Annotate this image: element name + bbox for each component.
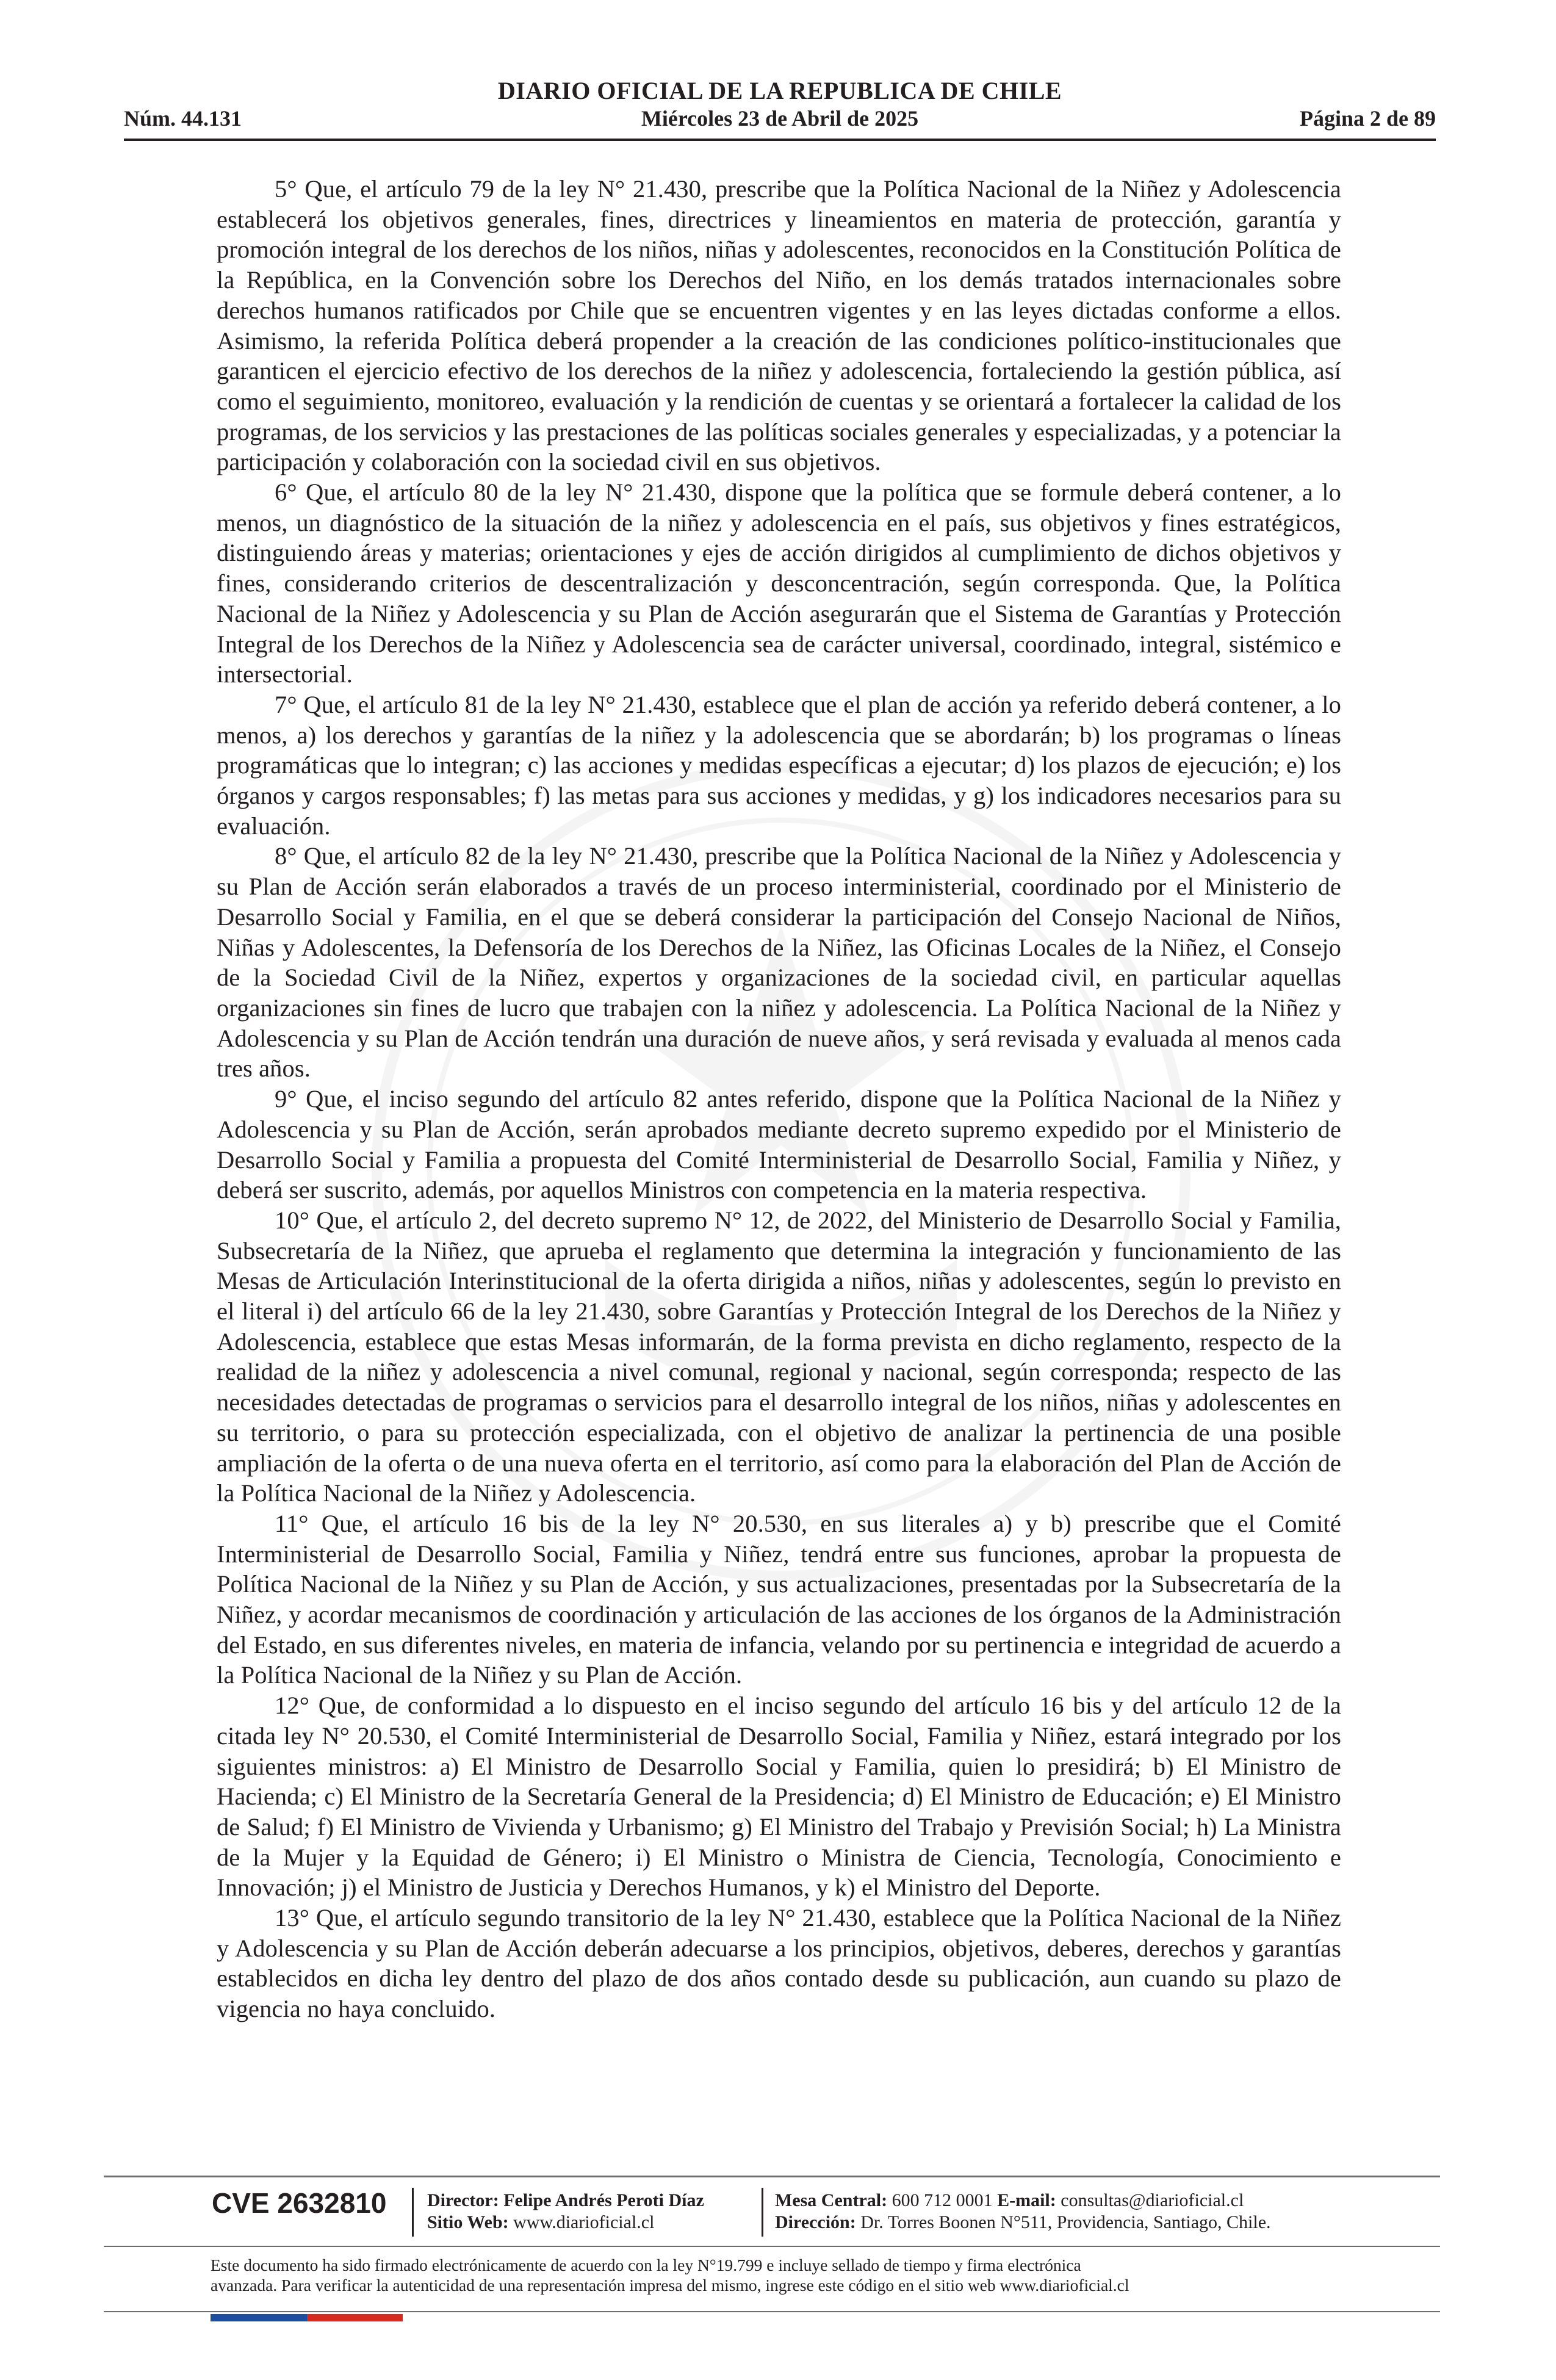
footer-rule-top: [104, 2176, 1440, 2177]
site-label: Sitio Web:: [427, 2212, 509, 2232]
issue-number: Núm. 44.131: [124, 106, 242, 131]
director-name: Felipe Andrés Peroti Díaz: [503, 2190, 704, 2210]
address-value: Dr. Torres Boonen N°511, Providencia, Santiago, Chile.: [860, 2212, 1271, 2232]
cve-code: CVE 2632810: [212, 2187, 387, 2219]
email-link[interactable]: consultas@diarioficial.cl: [1061, 2190, 1244, 2210]
footer-separator: [412, 2188, 414, 2237]
paragraph-6: 6° Que, el artículo 80 de la ley N° 21.430, dispone que la política que se formule deberá contener, a lo menos, un diagnóstico de la situación de la niñez y adolescencia en el país, sus objetivos y fines estratégicos, distinguiendo áreas y materias; orientaciones y ejes de acción dirigidos al cumplimiento de dichos objetivos y fines, considerando criterios de descentralización y desconcentración, según corresponda. Que, la Política Nacional de la Niñez y Adolescencia y su Plan de Acción asegurarán que el Sistema de Garantías y Protección Integral de los Derechos de la Niñez y Adolescencia sea de carácter universal, coordinado, integral, sistémico e intersectorial.: [217, 478, 1341, 688]
address-label: Dirección:: [775, 2212, 856, 2232]
paragraph-5: 5° Que, el artículo 79 de la ley N° 21.430, prescribe que la Política Nacional de la Niñez y Adolescencia establecerá los objetivos generales, fines, directrices y lineamientos en materia de protección, garantía y promoción integral de los derechos de los niños, niñas y adolescentes, reconocidos en la Constitución Política de la República, en la Convención sobre los Derechos del Niño, en los demás tratados internacionales sobre derechos humanos ratificados por Chile que se encuentren vigentes y en las leyes dictadas conforme a ellos. Asimismo, la referida Política deberá propender a la creación de las condiciones político-institucionales que garanticen el ejercicio efectivo de los derechos de la niñez y adolescencia, fortaleciendo la gestión pública, así como el seguimiento, monitoreo, evaluación y la rendición de cuentas y se orientará a fortalecer la calidad de los programas, de los servicios y las prestaciones de las políticas sociales generales y especializadas, y a potenciar la participación y colaboración con la sociedad civil en sus objetivos.: [217, 175, 1341, 476]
paragraph-8: 8° Que, el artículo 82 de la ley N° 21.430, prescribe que la Política Nacional de la Niñez y Adolescencia y su Plan de Acción serán elaborados a través de un proceso interministerial, coordinado por el Ministerio de Desarrollo Social y Familia, en el que se deberá considerar la participación del Consejo Nacional de Niños, Niñas y Adolescentes, la Defensoría de los Derechos de la Niñez, las Oficinas Locales de la Niñez, el Consejo de la Sociedad Civil de la Niñez, expertos y organizaciones de la sociedad civil, en particular aquellas organizaciones sin fines de lucro que trabajen con la niñez y adolescencia. La Política Nacional de la Niñez y Adolescencia y su Plan de Acción tendrán una duración de nueve años, y será revisada y evaluada al menos cada tres años.: [217, 842, 1341, 1083]
page-number: Página 2 de 89: [1299, 106, 1436, 131]
flag-stripe-blue: [211, 2314, 307, 2321]
footer-contact-block: [775, 2190, 1271, 2234]
issue-date: Miércoles 23 de Abril de 2025: [641, 106, 919, 131]
publication-title: DIARIO OFICIAL DE LA REPUBLICA DE CHILE: [497, 77, 1062, 104]
director-label: Director:: [427, 2190, 499, 2210]
page-header: [124, 76, 1436, 143]
paragraph-7: 7° Que, el artículo 81 de la ley N° 21.430, establece que el plan de acción ya referido deberá contener, a lo menos, a) los derechos y garantías de la niñez y la adolescencia que se abordarán; b) los programas o líneas programáticas que lo integran; c) las acciones y medidas específicas a ejecutar; d) los plazos de ejecución; e) los órganos y cargos responsables; f) las metas para sus acciones y medidas, y g) los indicadores necesarios para su evaluación.: [217, 690, 1341, 840]
signature-note-line: Este documento ha sido firmado electrónicamente de acuerdo con la ley N°19.799 e incluye sellado de tiempo y firma electrónica: [211, 2256, 1081, 2274]
signature-note: [211, 2255, 1339, 2295]
paragraph-10: 10° Que, el artículo 2, del decreto supremo N° 12, de 2022, del Ministerio de Desarrollo Social y Familia, Subsecretaría de la Niñez, que aprueba el reglamento que determina la integración y funcionamiento de las Mesas de Articulación Interinstitucional de la oferta dirigida a niños, niñas y adolescentes, según lo previsto en el literal i) del artículo 66 de la ley 21.430, sobre Garantías y Protección Integral de los Derechos de la Niñez y Adolescencia, establece que estas Mesas informarán, de la forma prevista en dicho reglamento, respecto de la realidad de la niñez y adolescencia a nivel comunal, regional y nacional, según corresponda; respecto de las necesidades detectadas de programas o servicios para el desarrollo integral de los niños, niñas y adolescentes en su territorio, o para su protección especializada, con el objetivo de analizar la pertinencia de una posible ampliación de la oferta o de una nueva oferta en el territorio, así como para la elaboración del Plan de Acción de la Política Nacional de la Niñez y Adolescencia.: [217, 1206, 1341, 1507]
paragraph-9: 9° Que, el inciso segundo del artículo 82 antes referido, dispone que la Política Nacional de la Niñez y Adolescencia y su Plan de Acción, serán aprobados mediante decreto supremo expedido por el Ministerio de Desarrollo Social y Familia a propuesta del Comité Interministerial de Desarrollo Social, Familia y Niñez, y deberá ser suscrito, además, por aquellos Ministros con competencia en la materia respectiva.: [217, 1085, 1341, 1204]
header-rule: [124, 139, 1436, 141]
footer-separator: [762, 2188, 763, 2237]
document-body: [217, 174, 1341, 2024]
footer-rule-bottom: [104, 2311, 1440, 2312]
flag-stripe-red: [307, 2314, 403, 2321]
email-label: E-mail:: [997, 2190, 1056, 2210]
mesa-label: Mesa Central:: [775, 2190, 888, 2210]
paragraph-13: 13° Que, el artículo segundo transitorio de la ley N° 21.430, establece que la Política Nacional de la Niñez y Adolescencia y su Plan de Acción deberán adecuarse a los principios, objetivos, deberes, derechos y garantías establecidos en dicha ley dentro del plazo de dos años contado desde su publicación, aun cuando su plazo de vigencia no haya concluido.: [217, 1904, 1341, 2023]
footer-rule-middle: [104, 2246, 1440, 2247]
site-link[interactable]: www.diarioficial.cl: [513, 2212, 655, 2232]
paragraph-12: 12° Que, de conformidad a lo dispuesto en el inciso segundo del artículo 16 bis y del artículo 12 de la citada ley N° 20.530, el Comité Interministerial de Desarrollo Social, Familia y Niñez, estará integrado por los siguientes ministros: a) El Ministro de Desarrollo Social y Familia, quien lo presidirá; b) El Ministro de Hacienda; c) El Ministro de la Secretaría General de la Presidencia; d) El Ministro de Educación; e) El Ministro de Salud; f) El Ministro de Vivienda y Urbanismo; g) El Ministro del Trabajo y Previsión Social; h) La Ministra de la Mujer y la Equidad de Género; i) El Ministro o Ministra de Ciencia, Tecnología, Conocimiento e Innovación; j) el Ministro de Justicia y Derechos Humanos, y k) el Ministro del Deporte.: [217, 1692, 1341, 1902]
mesa-phone: 600 712 0001: [891, 2190, 993, 2210]
signature-note-line: avanzada. Para verificar la autenticidad de una representación impresa del mismo, ingrese este código en el sitio web www.diarioficial.cl: [211, 2276, 1129, 2295]
footer-director-block: [427, 2190, 704, 2234]
paragraph-11: 11° Que, el artículo 16 bis de la ley N° 20.530, en sus literales a) y b) prescribe que el Comité Interministerial de Desarrollo Social, Familia y Niñez, tendrá entre sus funciones, aprobar la propuesta de Política Nacional de la Niñez y su Plan de Acción, y sus actualizaciones, presentadas por la Subsecretaría de la Niñez, y acordar mecanismos de coordinación y articulación de las acciones de los órganos de la Administración del Estado, en sus diferentes niveles, en materia de infancia, velando por su pertinencia e integridad de acuerdo a la Política Nacional de la Niñez y su Plan de Acción.: [217, 1509, 1341, 1689]
